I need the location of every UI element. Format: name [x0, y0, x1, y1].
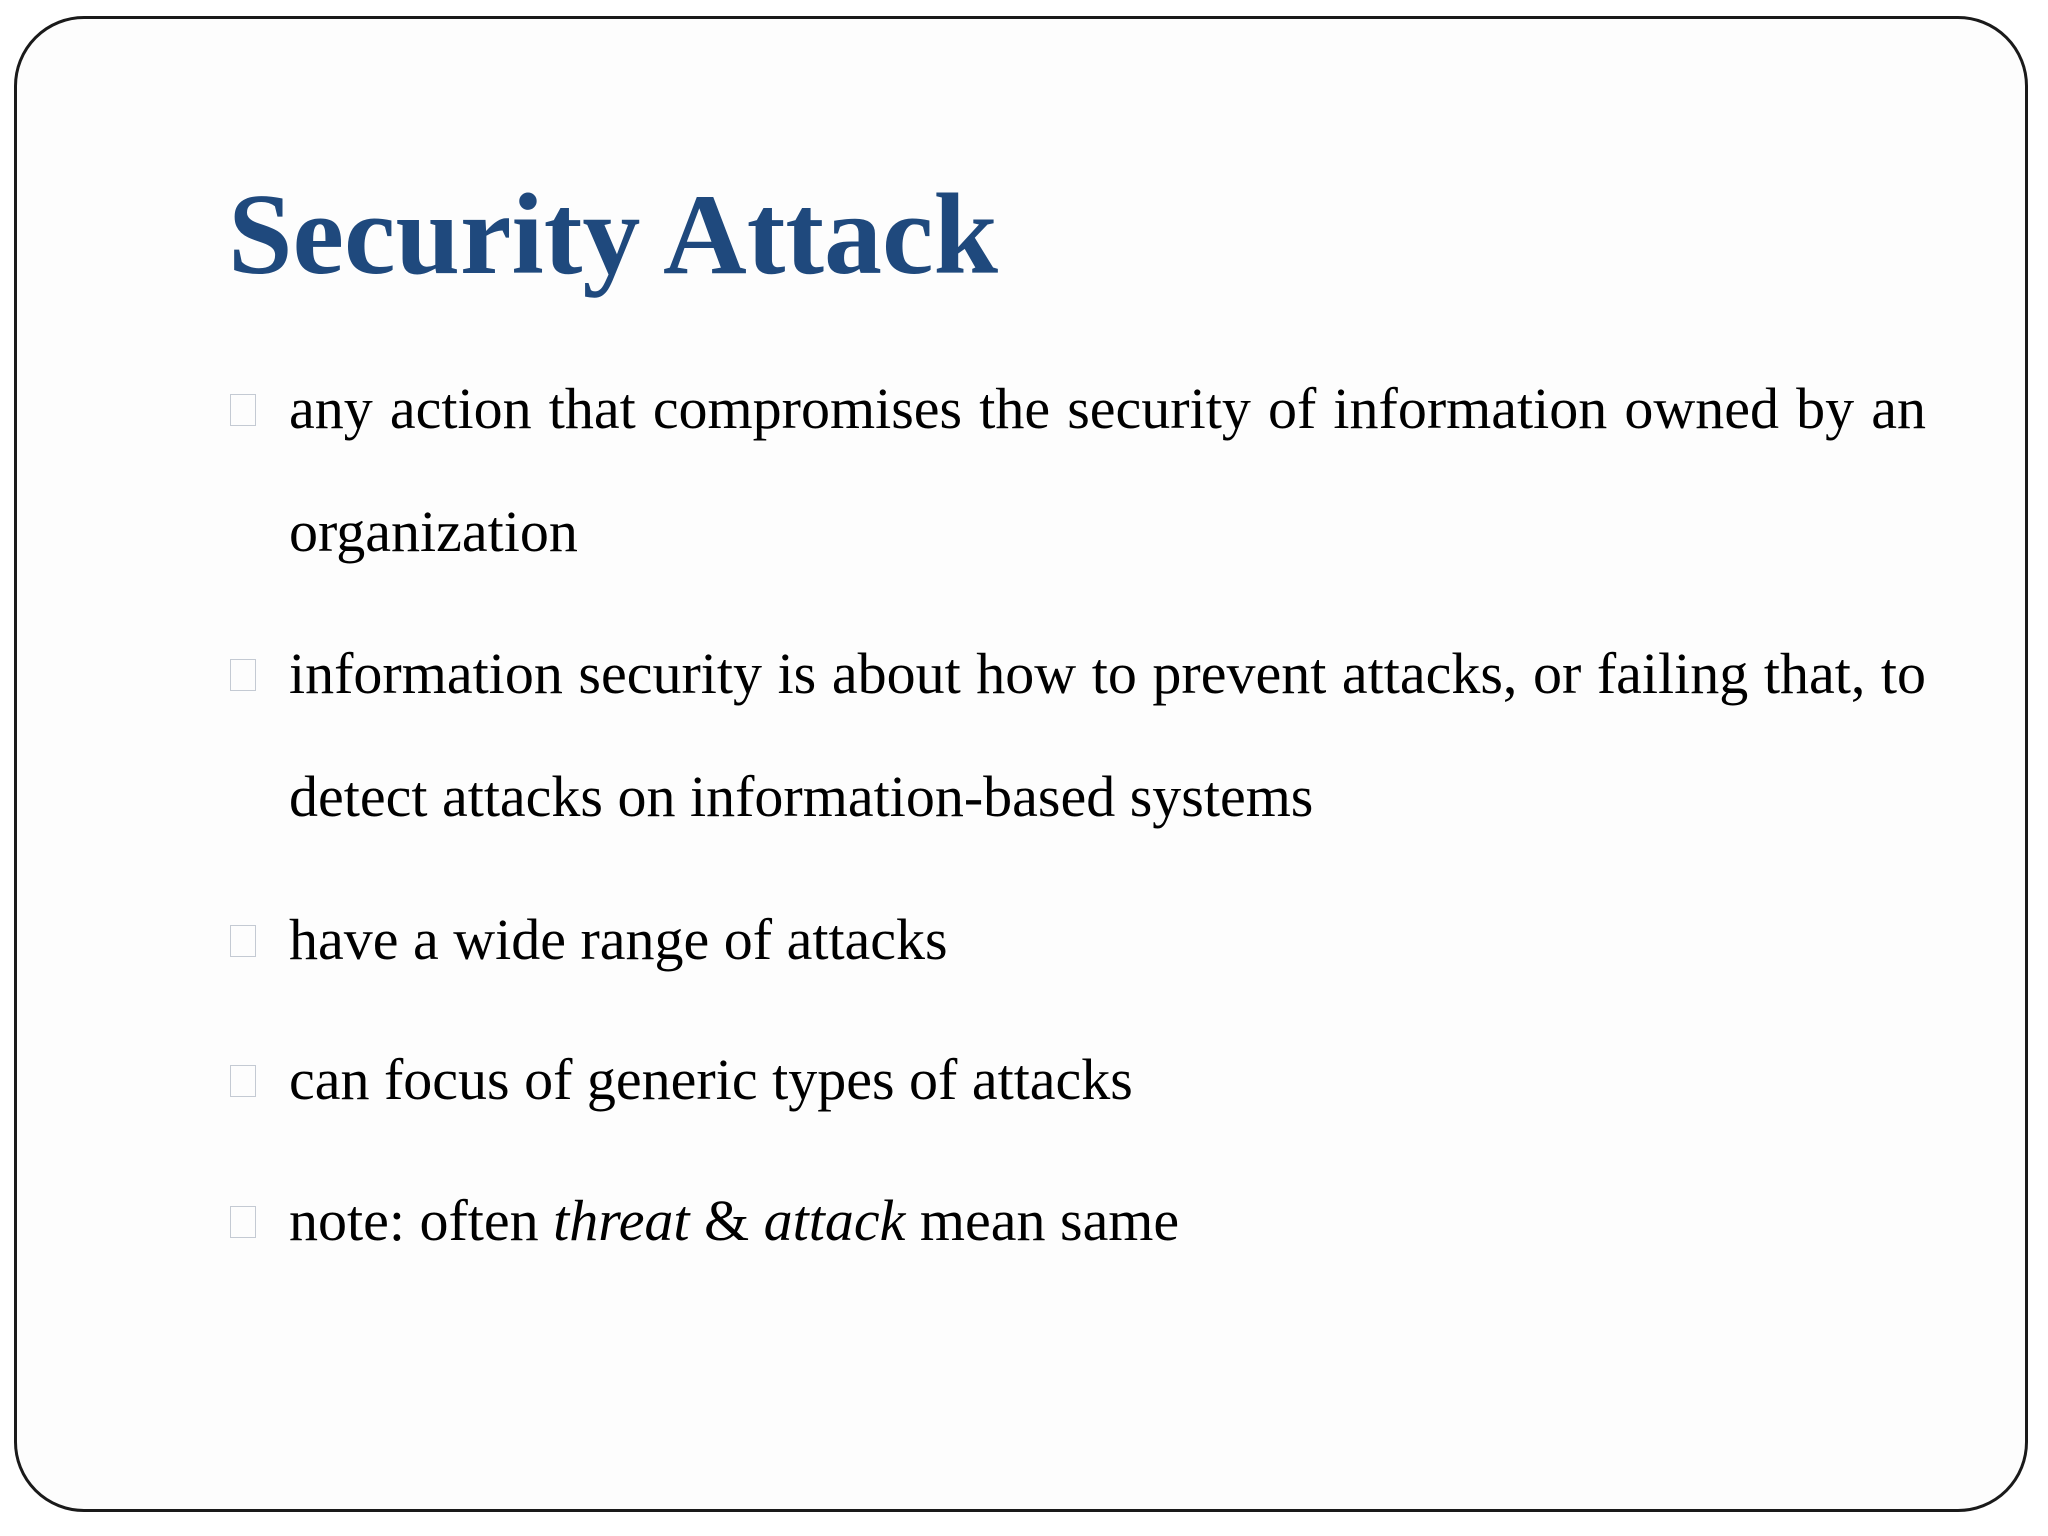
note-emphasis-attack: attack [763, 1188, 906, 1253]
bullet-text-5 [289, 1159, 1926, 1282]
bullet-square-icon [230, 925, 256, 957]
bullet-text-1: any action that compromises the security of information owned by an organization [289, 376, 1926, 564]
note-prefix: note: often [289, 1188, 554, 1253]
bullet-text-4: can focus of generic types of attacks [289, 1047, 1133, 1112]
note-emphasis-threat: threat [553, 1188, 690, 1253]
slide-title: Security Attack [228, 171, 998, 299]
bullet-square-icon [230, 1206, 256, 1238]
note-suffix: mean same [905, 1188, 1180, 1253]
bullet-square-icon [230, 659, 256, 691]
bullet-text-3: have a wide range of attacks [289, 907, 948, 972]
note-conjunction: & [689, 1188, 764, 1253]
bullet-text-2: information security is about how to prevent attacks, or failing that, to detect attacks on information-based systems [289, 641, 1926, 829]
bullet-square-icon [230, 394, 256, 426]
bullet-square-icon [230, 1065, 256, 1097]
